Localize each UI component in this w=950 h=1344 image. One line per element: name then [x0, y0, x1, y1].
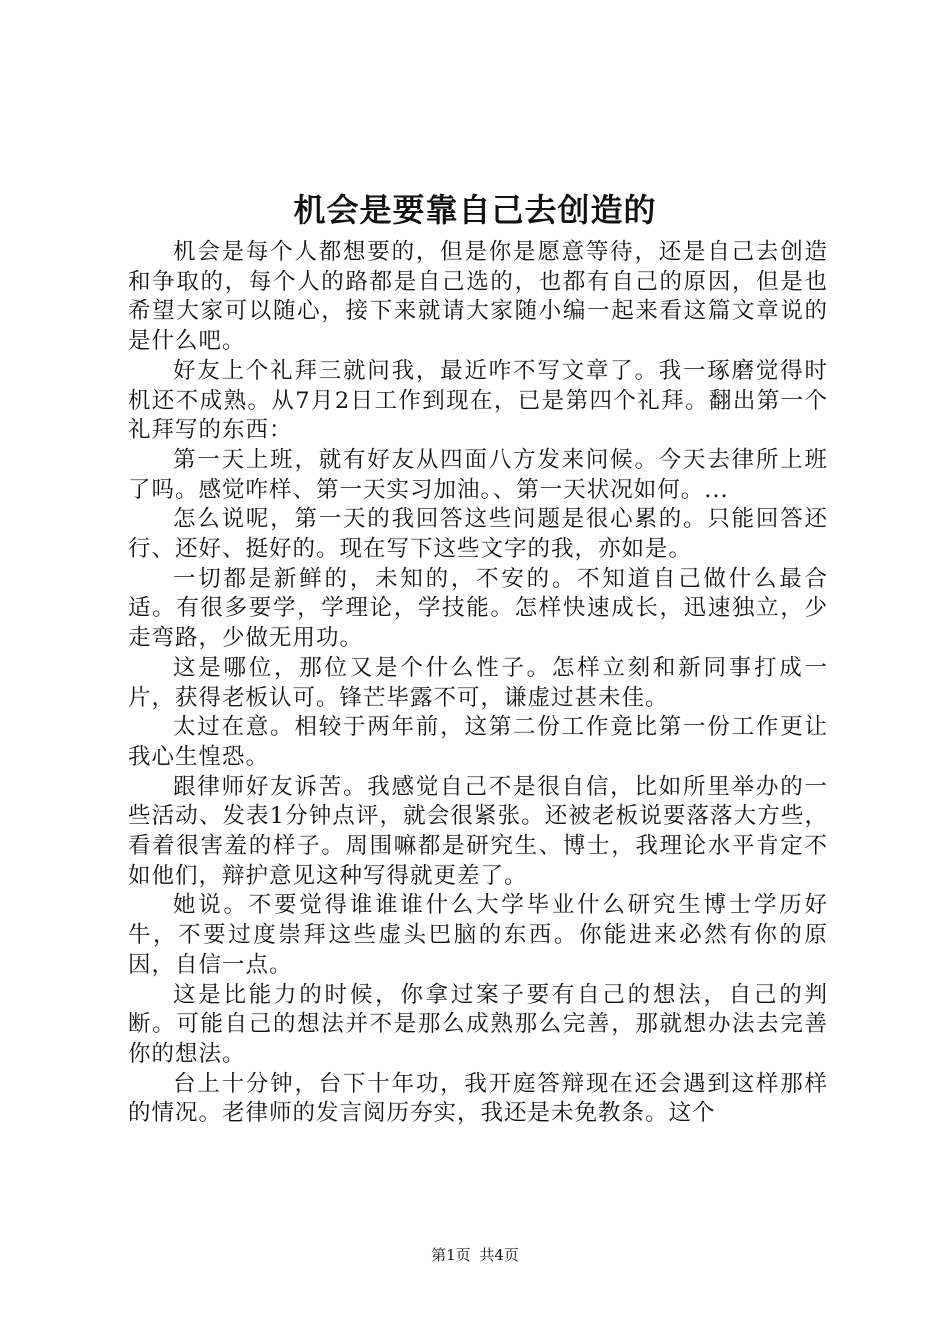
paragraph: 这是比能力的时候，你拿过案子要有自己的想法，自己的判断。可能自己的想法并不是那么成熟那么完善，那就想办法去完善你的想法。	[128, 981, 828, 1067]
paragraph: 跟律师好友诉苦。我感觉自己不是很自信，比如所里举办的一些活动、发表1分钟点评，就会很紧张。还被老板说要落落大方些，看着很害羞的样子。周围嘛都是研究生、博士，我理论水平肯定不如他们，辩护意见这种写得就更差了。	[128, 773, 828, 889]
page-total: 共4页	[479, 1246, 519, 1264]
paragraph: 太过在意。相较于两年前，这第二份工作竟比第一份工作更让我心生惶恐。	[128, 714, 828, 770]
paragraph: 好友上个礼拜三就问我，最近咋不写文章了。我一琢磨觉得时机还不成熟。从7月2日工作到现在，已是第四个礼拜。翻出第一个礼拜写的东西：	[128, 357, 828, 444]
document-body	[128, 238, 828, 1129]
page-footer	[0, 1244, 950, 1266]
paragraph: 台上十分钟，台下十年功，我开庭答辩现在还会遇到这样那样的情况。老律师的发言阅历夯实，我还是未免教条。这个	[128, 1070, 828, 1127]
paragraph: 怎么说呢，第一天的我回答这些问题是很心累的。只能回答还行、还好、挺好的。现在写下这些文字的我，亦如是。	[128, 506, 828, 563]
paragraph: 机会是每个人都想要的，但是你是愿意等待，还是自己去创造和争取的，每个人的路都是自己选的，也都有自己的原因，但是也希望大家可以随心，接下来就请大家随小编一起来看这篇文章说的是什么吧。	[128, 239, 828, 355]
paragraph: 一切都是新鲜的，未知的，不安的。不知道自己做什么最合适。有很多要学，学理论，学技能。怎样快速成长，迅速独立，少走弯路，少做无用功。	[128, 565, 828, 652]
document-title: 机会是要靠自己去创造的	[293, 191, 657, 229]
paragraph: 她说。不要觉得谁谁谁什么大学毕业什么研究生博士学历好牛，不要过度崇拜这些虚头巴脑的东西。你能进来必然有你的原因，自信一点。	[128, 892, 828, 978]
page-number: 第1页	[431, 1246, 471, 1264]
paragraph: 这是哪位，那位又是个什么性子。怎样立刻和新同事打成一片，获得老板认可。锋芒毕露不可，谦虚过甚未佳。	[128, 654, 828, 711]
paragraph: 第一天上班，就有好友从四面八方发来问候。今天去律所上班了吗。感觉咋样、第一天实习加油。、第一天状况如何。...	[128, 446, 828, 503]
